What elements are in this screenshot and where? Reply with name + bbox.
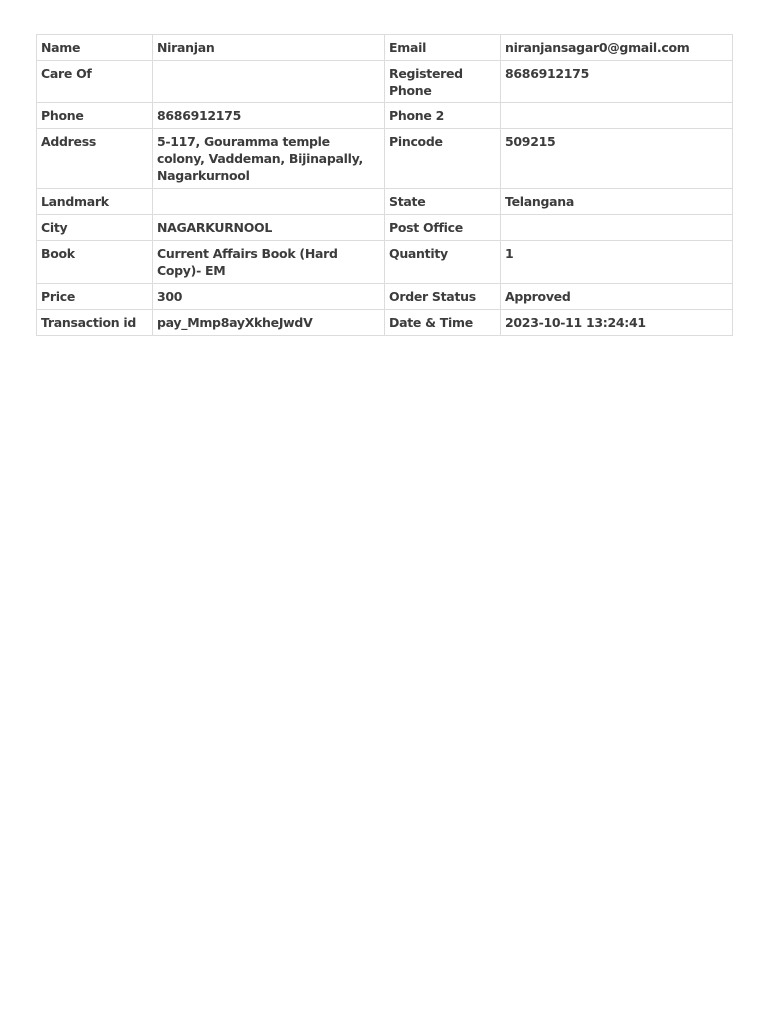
care-of-value [153,61,385,103]
landmark-label: Landmark [37,189,153,215]
city-label: City [37,215,153,241]
date-time-label: Date & Time [385,310,501,336]
phone-value: 8686912175 [153,103,385,129]
transaction-id-value: pay_Mmp8ayXkheJwdV [153,310,385,336]
city-value: NAGARKURNOOL [153,215,385,241]
phone-label: Phone [37,103,153,129]
name-value: Niranjan [153,35,385,61]
phone-2-value [501,103,733,129]
table-row-price [37,284,733,310]
quantity-label: Quantity [385,241,501,284]
name-label: Name [37,35,153,61]
email-label: Email [385,35,501,61]
table-row-city [37,215,733,241]
table-row-care-of [37,61,733,103]
order-status-label: Order Status [385,284,501,310]
quantity-value: 1 [501,241,733,284]
table-row-name [37,35,733,61]
table-row-landmark [37,189,733,215]
post-office-label: Post Office [385,215,501,241]
table-row-address [37,129,733,189]
book-label: Book [37,241,153,284]
table-row-book [37,241,733,284]
book-value: Current Affairs Book (Hard Copy)- EM [153,241,385,284]
price-label: Price [37,284,153,310]
table-row-phone [37,103,733,129]
registered-phone-value: 8686912175 [501,61,733,103]
registered-phone-label: Registered Phone [385,61,501,103]
price-value: 300 [153,284,385,310]
phone-2-label: Phone 2 [385,103,501,129]
pincode-label: Pincode [385,129,501,189]
state-value: Telangana [501,189,733,215]
landmark-value [153,189,385,215]
pincode-value: 509215 [501,129,733,189]
email-value: niranjansagar0@gmail.com [501,35,733,61]
care-of-label: Care Of [37,61,153,103]
state-label: State [385,189,501,215]
address-label: Address [37,129,153,189]
order-status-value: Approved [501,284,733,310]
order-details-table [36,34,733,336]
post-office-value [501,215,733,241]
address-value: 5-117, Gouramma temple colony, Vaddeman, Bijinapally, Nagarkurnool [153,129,385,189]
transaction-id-label: Transaction id [37,310,153,336]
date-time-value: 2023-10-11 13:24:41 [501,310,733,336]
table-row-transaction [37,310,733,336]
